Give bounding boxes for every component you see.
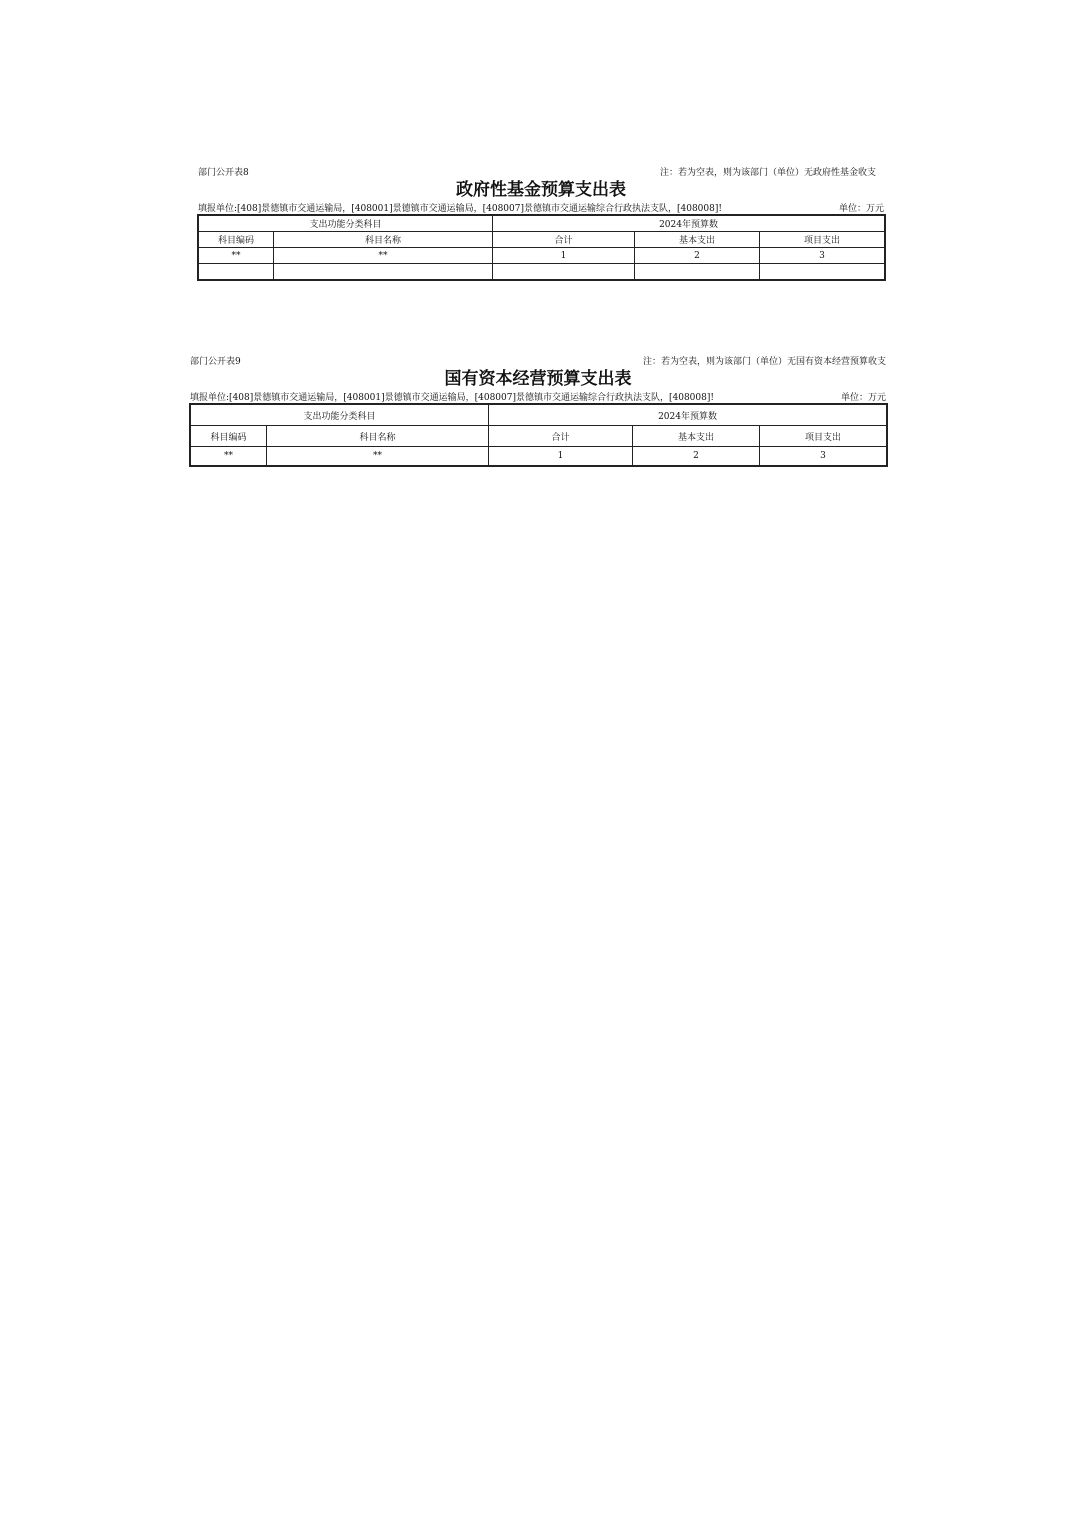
group-header-budget-2024: 2024年预算数	[489, 405, 887, 426]
table-row	[199, 264, 885, 280]
table-cell	[635, 264, 760, 280]
unit-label: 单位：万元	[838, 204, 884, 214]
state-capital-expenditure-sheet	[190, 354, 886, 466]
index-row	[199, 248, 885, 264]
group-header-row	[191, 405, 887, 426]
group-header-function-class: 支出功能分类科目	[199, 216, 493, 232]
column-header-basic: 基本支出	[633, 426, 760, 447]
index-cell: 2	[633, 447, 760, 466]
index-cell: 1	[489, 447, 633, 466]
column-header-project: 项目支出	[760, 426, 887, 447]
index-cell: 2	[635, 248, 760, 264]
table-title: 国有资本经营预算支出表	[444, 369, 632, 389]
table-cell	[274, 264, 493, 280]
group-header-function-class: 支出功能分类科目	[191, 405, 489, 426]
table-cell	[493, 264, 635, 280]
reporting-unit: 填报单位:[408]景德镇市交通运输局，[408001]景德镇市交通运输局，[408007]景德镇市交通运输综合行政执法支队，[408008]!	[198, 204, 722, 214]
index-row	[191, 447, 887, 466]
group-header-budget-2024: 2024年预算数	[493, 216, 885, 232]
index-cell: **	[199, 248, 274, 264]
column-header-basic: 基本支出	[635, 232, 760, 248]
expenditure-table	[190, 404, 887, 466]
column-header-code: 科目编码	[199, 232, 274, 248]
empty-table-note: 注：若为空表，则为该部门（单位）无国有资本经营预算收支	[642, 357, 886, 367]
government-fund-expenditure-sheet	[198, 165, 884, 280]
index-cell: 1	[493, 248, 635, 264]
column-header-code: 科目编码	[191, 426, 267, 447]
table-cell	[760, 264, 885, 280]
table-title: 政府性基金预算支出表	[456, 180, 626, 200]
index-cell: **	[191, 447, 267, 466]
column-header-project: 项目支出	[760, 232, 885, 248]
empty-table-note: 注：若为空表，则为该部门（单位）无政府性基金收支	[659, 168, 876, 178]
unit-label: 单位：万元	[840, 393, 886, 403]
expenditure-table	[198, 215, 885, 280]
index-cell: **	[267, 447, 489, 466]
column-header-row	[199, 232, 885, 248]
table-cell	[199, 264, 274, 280]
index-cell: 3	[760, 248, 885, 264]
column-header-total: 合计	[489, 426, 633, 447]
column-header-name: 科目名称	[274, 232, 493, 248]
column-header-row	[191, 426, 887, 447]
table-number: 部门公开表9	[190, 357, 241, 367]
group-header-row	[199, 216, 885, 232]
column-header-total: 合计	[493, 232, 635, 248]
column-header-name: 科目名称	[267, 426, 489, 447]
table-number: 部门公开表8	[198, 168, 249, 178]
index-cell: 3	[760, 447, 887, 466]
index-cell: **	[274, 248, 493, 264]
reporting-unit: 填报单位:[408]景德镇市交通运输局，[408001]景德镇市交通运输局，[408007]景德镇市交通运输综合行政执法支队，[408008]!	[190, 393, 714, 403]
